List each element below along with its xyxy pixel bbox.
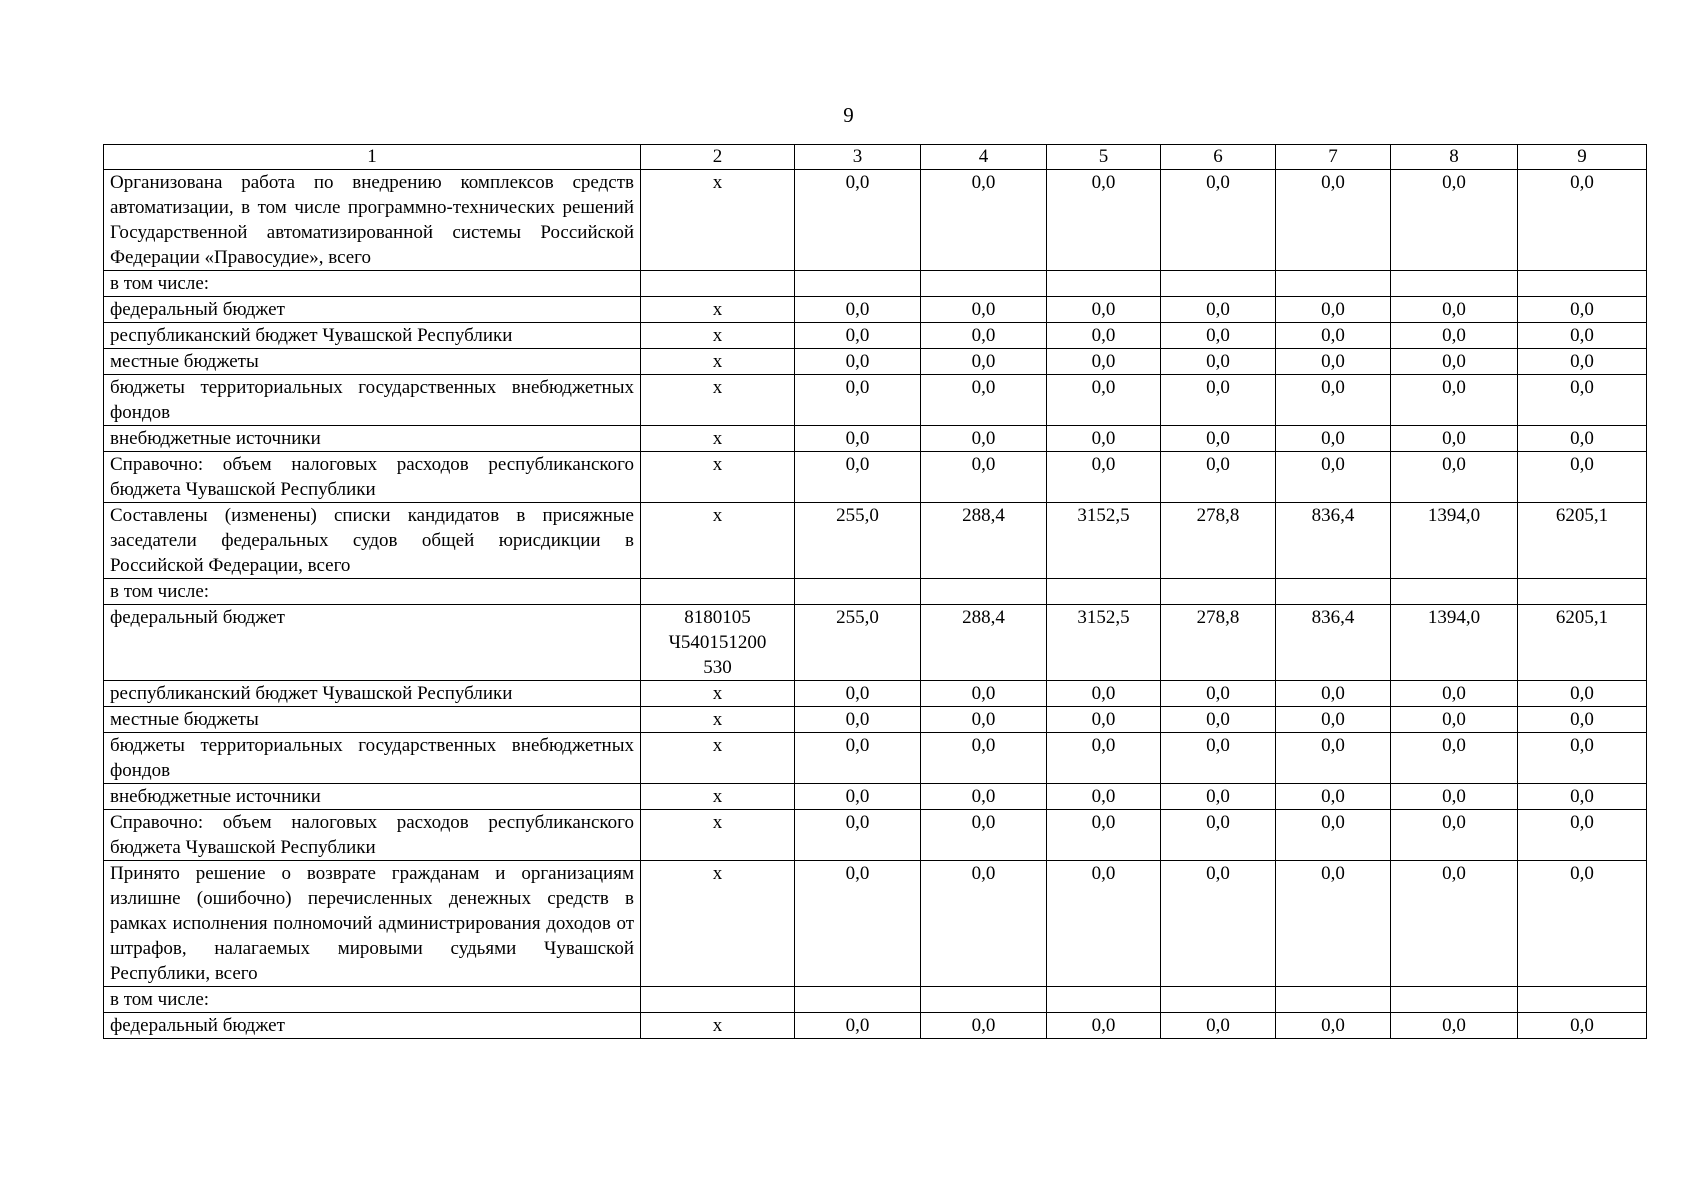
value-cell-col6: 0,0 [1161, 707, 1276, 733]
value-cell-col9: 0,0 [1518, 426, 1647, 452]
budget-code: х [641, 681, 795, 707]
value-cell-col8: 0,0 [1391, 297, 1518, 323]
value-cell-col3: 0,0 [795, 681, 921, 707]
value-cell-col5: 0,0 [1047, 170, 1161, 271]
value-cell-col4: 0,0 [921, 681, 1047, 707]
value-cell-col9: 0,0 [1518, 707, 1647, 733]
table-row [104, 375, 1647, 426]
value-cell-col8: 0,0 [1391, 707, 1518, 733]
value-cell-col3: 255,0 [795, 605, 921, 681]
column-header-5: 5 [1047, 145, 1161, 170]
row-description: республиканский бюджет Чувашской Республики [104, 681, 641, 707]
table-row [104, 349, 1647, 375]
value-cell-col4: 0,0 [921, 323, 1047, 349]
value-cell-col9: 0,0 [1518, 452, 1647, 503]
value-cell-col5: 0,0 [1047, 323, 1161, 349]
value-cell-col6: 0,0 [1161, 733, 1276, 784]
value-cell-col6: 278,8 [1161, 605, 1276, 681]
value-cell-col7: 0,0 [1276, 810, 1391, 861]
value-cell-col8 [1391, 987, 1518, 1013]
value-cell-col5: 0,0 [1047, 784, 1161, 810]
value-cell-col5 [1047, 271, 1161, 297]
row-description: федеральный бюджет [104, 1013, 641, 1039]
budget-code: х [641, 375, 795, 426]
table-row [104, 323, 1647, 349]
value-cell-col7: 0,0 [1276, 1013, 1391, 1039]
budget-code: х [641, 323, 795, 349]
value-cell-col6: 0,0 [1161, 297, 1276, 323]
value-cell-col7: 0,0 [1276, 375, 1391, 426]
budget-code: х [641, 503, 795, 579]
value-cell-col7: 0,0 [1276, 707, 1391, 733]
value-cell-col7: 0,0 [1276, 861, 1391, 987]
budget-code [641, 271, 795, 297]
value-cell-col5: 3152,5 [1047, 503, 1161, 579]
budget-code: х [641, 297, 795, 323]
value-cell-col7: 0,0 [1276, 681, 1391, 707]
value-cell-col9: 0,0 [1518, 733, 1647, 784]
value-cell-col9: 0,0 [1518, 810, 1647, 861]
value-cell-col4: 0,0 [921, 810, 1047, 861]
value-cell-col5: 0,0 [1047, 452, 1161, 503]
table-row [104, 426, 1647, 452]
value-cell-col4: 0,0 [921, 452, 1047, 503]
row-description: местные бюджеты [104, 349, 641, 375]
table-row [104, 707, 1647, 733]
value-cell-col5 [1047, 987, 1161, 1013]
value-cell-col9: 0,0 [1518, 784, 1647, 810]
table-row [104, 452, 1647, 503]
value-cell-col9 [1518, 987, 1647, 1013]
page-number: 9 [843, 103, 854, 127]
value-cell-col5: 0,0 [1047, 375, 1161, 426]
value-cell-col3 [795, 271, 921, 297]
value-cell-col7: 836,4 [1276, 605, 1391, 681]
value-cell-col9: 6205,1 [1518, 605, 1647, 681]
value-cell-col4: 0,0 [921, 784, 1047, 810]
table-row [104, 1013, 1647, 1039]
table-row [104, 579, 1647, 605]
column-header-8: 8 [1391, 145, 1518, 170]
value-cell-col8: 0,0 [1391, 861, 1518, 987]
value-cell-col8: 0,0 [1391, 375, 1518, 426]
table-row [104, 784, 1647, 810]
value-cell-col8: 1394,0 [1391, 503, 1518, 579]
value-cell-col9 [1518, 271, 1647, 297]
value-cell-col6: 0,0 [1161, 681, 1276, 707]
value-cell-col4: 0,0 [921, 426, 1047, 452]
value-cell-col4 [921, 579, 1047, 605]
value-cell-col9: 0,0 [1518, 861, 1647, 987]
value-cell-col3 [795, 987, 921, 1013]
value-cell-col6: 0,0 [1161, 323, 1276, 349]
value-cell-col6: 0,0 [1161, 375, 1276, 426]
table-row [104, 987, 1647, 1013]
column-header-7: 7 [1276, 145, 1391, 170]
row-description: в том числе: [104, 579, 641, 605]
value-cell-col9: 0,0 [1518, 375, 1647, 426]
value-cell-col6 [1161, 271, 1276, 297]
value-cell-col4: 0,0 [921, 375, 1047, 426]
row-description: республиканский бюджет Чувашской Республики [104, 323, 641, 349]
table-row [104, 170, 1647, 271]
value-cell-col3: 0,0 [795, 861, 921, 987]
value-cell-col6: 0,0 [1161, 1013, 1276, 1039]
value-cell-col5: 3152,5 [1047, 605, 1161, 681]
value-cell-col3: 0,0 [795, 452, 921, 503]
table-row [104, 861, 1647, 987]
value-cell-col7: 0,0 [1276, 297, 1391, 323]
value-cell-col5: 0,0 [1047, 733, 1161, 784]
value-cell-col8: 0,0 [1391, 681, 1518, 707]
value-cell-col7: 0,0 [1276, 170, 1391, 271]
value-cell-col3: 0,0 [795, 170, 921, 271]
value-cell-col5: 0,0 [1047, 681, 1161, 707]
value-cell-col5: 0,0 [1047, 349, 1161, 375]
value-cell-col7 [1276, 987, 1391, 1013]
value-cell-col8: 0,0 [1391, 452, 1518, 503]
column-header-2: 2 [641, 145, 795, 170]
value-cell-col7: 0,0 [1276, 349, 1391, 375]
value-cell-col8: 0,0 [1391, 784, 1518, 810]
row-description: внебюджетные источники [104, 784, 641, 810]
column-header-9: 9 [1518, 145, 1647, 170]
value-cell-col3: 0,0 [795, 349, 921, 375]
value-cell-col8 [1391, 271, 1518, 297]
row-description: бюджеты территориальных государственных внебюджетных фондов [104, 733, 641, 784]
value-cell-col6: 0,0 [1161, 784, 1276, 810]
value-cell-col4: 288,4 [921, 503, 1047, 579]
budget-code [641, 987, 795, 1013]
column-header-4: 4 [921, 145, 1047, 170]
value-cell-col3 [795, 579, 921, 605]
value-cell-col8: 0,0 [1391, 1013, 1518, 1039]
value-cell-col8: 0,0 [1391, 426, 1518, 452]
value-cell-col4: 288,4 [921, 605, 1047, 681]
value-cell-col4: 0,0 [921, 170, 1047, 271]
table-row [104, 733, 1647, 784]
row-description: местные бюджеты [104, 707, 641, 733]
value-cell-col5: 0,0 [1047, 861, 1161, 987]
table-header [104, 145, 1647, 170]
column-header-6: 6 [1161, 145, 1276, 170]
value-cell-col3: 0,0 [795, 375, 921, 426]
value-cell-col3: 255,0 [795, 503, 921, 579]
budget-code [641, 579, 795, 605]
value-cell-col3: 0,0 [795, 810, 921, 861]
value-cell-col3: 0,0 [795, 297, 921, 323]
value-cell-col3: 0,0 [795, 784, 921, 810]
budget-code: х [641, 1013, 795, 1039]
value-cell-col5: 0,0 [1047, 810, 1161, 861]
value-cell-col6: 0,0 [1161, 452, 1276, 503]
value-cell-col9: 0,0 [1518, 297, 1647, 323]
row-description: Принято решение о возврате гражданам и организациям излишне (ошибочно) перечисленных денежных средств в рамках исполнения полномочий администрирования доходов от штрафов, налагаемых мировыми судьями Чувашской Республики, всего [104, 861, 641, 987]
row-description: в том числе: [104, 987, 641, 1013]
row-description: федеральный бюджет [104, 605, 641, 681]
value-cell-col6: 0,0 [1161, 170, 1276, 271]
value-cell-col5 [1047, 579, 1161, 605]
value-cell-col4: 0,0 [921, 1013, 1047, 1039]
row-description: внебюджетные источники [104, 426, 641, 452]
table-row [104, 810, 1647, 861]
value-cell-col7: 0,0 [1276, 784, 1391, 810]
value-cell-col3: 0,0 [795, 323, 921, 349]
value-cell-col8: 0,0 [1391, 170, 1518, 271]
value-cell-col7: 0,0 [1276, 733, 1391, 784]
value-cell-col6: 278,8 [1161, 503, 1276, 579]
value-cell-col3: 0,0 [795, 733, 921, 784]
value-cell-col5: 0,0 [1047, 707, 1161, 733]
value-cell-col7: 0,0 [1276, 452, 1391, 503]
value-cell-col6: 0,0 [1161, 426, 1276, 452]
value-cell-col6 [1161, 579, 1276, 605]
budget-code: х [641, 452, 795, 503]
row-description: Справочно: объем налоговых расходов республиканского бюджета Чувашской Республики [104, 810, 641, 861]
budget-table [103, 144, 1647, 1039]
table-row [104, 503, 1647, 579]
value-cell-col3: 0,0 [795, 426, 921, 452]
value-cell-col8: 0,0 [1391, 323, 1518, 349]
budget-code: х [641, 707, 795, 733]
value-cell-col5: 0,0 [1047, 297, 1161, 323]
row-description: в том числе: [104, 271, 641, 297]
budget-code: 8180105 Ч540151200 530 [641, 605, 795, 681]
value-cell-col4: 0,0 [921, 349, 1047, 375]
value-cell-col3: 0,0 [795, 1013, 921, 1039]
value-cell-col6: 0,0 [1161, 861, 1276, 987]
value-cell-col4 [921, 271, 1047, 297]
value-cell-col6: 0,0 [1161, 810, 1276, 861]
value-cell-col9: 0,0 [1518, 323, 1647, 349]
value-cell-col9: 0,0 [1518, 1013, 1647, 1039]
table-body [104, 170, 1647, 1039]
value-cell-col7: 836,4 [1276, 503, 1391, 579]
value-cell-col5: 0,0 [1047, 1013, 1161, 1039]
value-cell-col4: 0,0 [921, 707, 1047, 733]
table-row [104, 297, 1647, 323]
table-row [104, 271, 1647, 297]
value-cell-col4: 0,0 [921, 297, 1047, 323]
value-cell-col9 [1518, 579, 1647, 605]
row-description: Составлены (изменены) списки кандидатов в присяжные заседатели федеральных судов общей юрисдикции в Российской Федерации, всего [104, 503, 641, 579]
column-header-1: 1 [104, 145, 641, 170]
budget-code: х [641, 733, 795, 784]
value-cell-col6 [1161, 987, 1276, 1013]
table-row [104, 681, 1647, 707]
value-cell-col7 [1276, 579, 1391, 605]
value-cell-col5: 0,0 [1047, 426, 1161, 452]
budget-code: х [641, 861, 795, 987]
row-description: Организована работа по внедрению комплексов средств автоматизации, в том числе программно-технических решений Государственной автоматизированной системы Российской Федерации «Правосудие», всего [104, 170, 641, 271]
budget-code: х [641, 784, 795, 810]
value-cell-col8: 0,0 [1391, 349, 1518, 375]
value-cell-col4 [921, 987, 1047, 1013]
value-cell-col7 [1276, 271, 1391, 297]
value-cell-col3: 0,0 [795, 707, 921, 733]
value-cell-col7: 0,0 [1276, 323, 1391, 349]
value-cell-col9: 0,0 [1518, 349, 1647, 375]
value-cell-col8 [1391, 579, 1518, 605]
value-cell-col7: 0,0 [1276, 426, 1391, 452]
row-description: Справочно: объем налоговых расходов республиканского бюджета Чувашской Республики [104, 452, 641, 503]
budget-code: х [641, 810, 795, 861]
value-cell-col4: 0,0 [921, 733, 1047, 784]
value-cell-col8: 0,0 [1391, 733, 1518, 784]
budget-code: х [641, 426, 795, 452]
budget-code: х [641, 170, 795, 271]
value-cell-col9: 0,0 [1518, 170, 1647, 271]
value-cell-col8: 0,0 [1391, 810, 1518, 861]
value-cell-col9: 6205,1 [1518, 503, 1647, 579]
value-cell-col6: 0,0 [1161, 349, 1276, 375]
column-header-3: 3 [795, 145, 921, 170]
value-cell-col9: 0,0 [1518, 681, 1647, 707]
value-cell-col8: 1394,0 [1391, 605, 1518, 681]
table-row [104, 605, 1647, 681]
header-row [104, 145, 1647, 170]
value-cell-col4: 0,0 [921, 861, 1047, 987]
row-description: бюджеты территориальных государственных внебюджетных фондов [104, 375, 641, 426]
row-description: федеральный бюджет [104, 297, 641, 323]
budget-code: х [641, 349, 795, 375]
